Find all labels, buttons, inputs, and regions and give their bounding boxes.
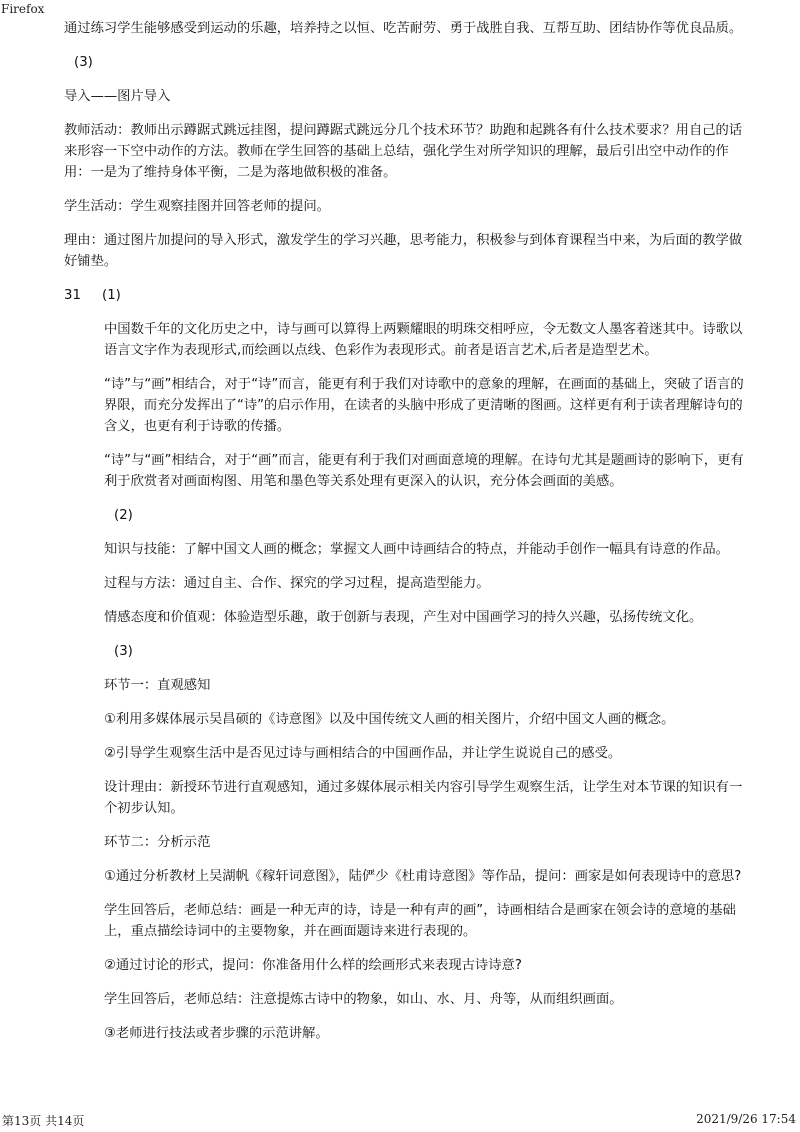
section-label: (2): [114, 508, 133, 523]
paragraph: 理由：通过图片加提问的导入形式，激发学生的学习兴趣，思考能力，积极参与到体育课程当中来，为后面的教学做好铺垫。: [64, 233, 743, 269]
paragraph: 知识与技能：了解中国文人画的概念；掌握文人画中诗画结合的特点，并能动手创作一幅具有诗意的作品。: [104, 542, 729, 557]
question-31-heading: [64, 285, 744, 306]
paragraph: 教师活动：教师出示蹲踞式跳远挂图，提问蹲踞式跳远分几个技术环节？助跑和起跳各有什么技术要求？用自己的话来形容一下空中动作的方法。教师在学生回答的基础上总结，强化学生对所学知识的理解，最后引出空中动作的作用：一是为了维持身体平衡，二是为落地做积极的准备。: [64, 123, 743, 180]
section-label: (1): [102, 288, 121, 303]
question-number: 31: [64, 288, 81, 303]
paragraph: ③老师进行技法或者步骤的示范讲解。: [104, 1026, 329, 1041]
paragraph: 学生回答后，老师总结：注意提炼古诗中的物象，如山、水、月、舟等，从而组织画面。: [104, 992, 623, 1007]
print-timestamp: 2021/9/26 17:54: [696, 1112, 796, 1126]
paragraph: 情感态度和价值观：体验造型乐趣，敢于创新与表现，产生对中国画学习的持久兴趣，弘扬传统文化。: [104, 610, 703, 625]
paragraph: ②引导学生观察生活中是否见过诗与画相结合的中国画作品，并让学生说说自己的感受。: [104, 746, 622, 761]
paragraph: ①通过分析教材上吴湖帆《稼轩词意图》，陆俨少《杜甫诗意图》等作品，提问：画家是如何表现诗中的意思?: [104, 869, 742, 884]
browser-title: Firefox: [1, 2, 45, 16]
paragraph: 设计理由：新授环节进行直观感知，通过多媒体展示相关内容引导学生观察生活，让学生对本节课的知识有一个初步认知。: [104, 780, 743, 816]
paragraph: 学生活动：学生观察挂图并回答老师的提问。: [64, 199, 330, 214]
paragraph: 环节二：分析示范: [104, 835, 211, 850]
paragraph: 中国数千年的文化历史之中，诗与画可以算得上两颗耀眼的明珠交相呼应，令无数文人墨客着迷其中。诗歌以语言文字作为表现形式,而绘画以点线、色彩作为表现形式。前者是语言艺术,后者是造型艺术。: [104, 322, 743, 358]
page-counter: 第13页 共14页: [2, 1114, 85, 1128]
question-31-body: [64, 319, 744, 1044]
paragraph: ②通过讨论的形式，提问：你准备用什么样的绘画形式来表现古诗诗意?: [104, 958, 522, 973]
paragraph: 通过练习学生能够感受到运动的乐趣，培养持之以恒、吃苦耐劳、勇于战胜自我、互帮互助、团结协作等优良品质。: [64, 21, 743, 36]
paragraph: ①利用多媒体展示吴昌硕的《诗意图》以及中国传统文人画的相关图片，介绍中国文人画的概念。: [104, 712, 675, 727]
paragraph: “诗”与“画”相结合，对于“诗”而言，能更有利于我们对诗歌中的意象的理解，在画面的基础上，突破了语言的界限，而充分发挥出了“诗”的启示作用，在读者的头脑中形成了更清晰的图画。这样更有利于读者理解诗句的含义，也更有利于诗歌的传播。: [104, 377, 744, 434]
section-label: (3): [114, 644, 133, 659]
document-body: [64, 18, 744, 1057]
paragraph: 过程与方法：通过自主、合作、探究的学习过程，提高造型能力。: [104, 576, 490, 591]
paragraph: 环节一：直观感知: [104, 678, 211, 693]
paragraph: 学生回答后，老师总结：画是一种无声的诗，诗是一种有声的画”，诗画相结合是画家在领会诗的意境的基础上，重点描绘诗词中的主要物象，并在画面题诗来进行表现的。: [104, 903, 736, 939]
paragraph: “诗”与“画”相结合，对于“画”而言，能更有利于我们对画面意境的理解。在诗句尤其是题画诗的影响下，更有利于欣赏者对画面构图、用笔和墨色等关系处理有更深入的认识，充分体会画面的美感。: [104, 453, 744, 489]
paragraph: 导入——图片导入: [64, 89, 171, 104]
section-label: (3): [74, 55, 93, 70]
